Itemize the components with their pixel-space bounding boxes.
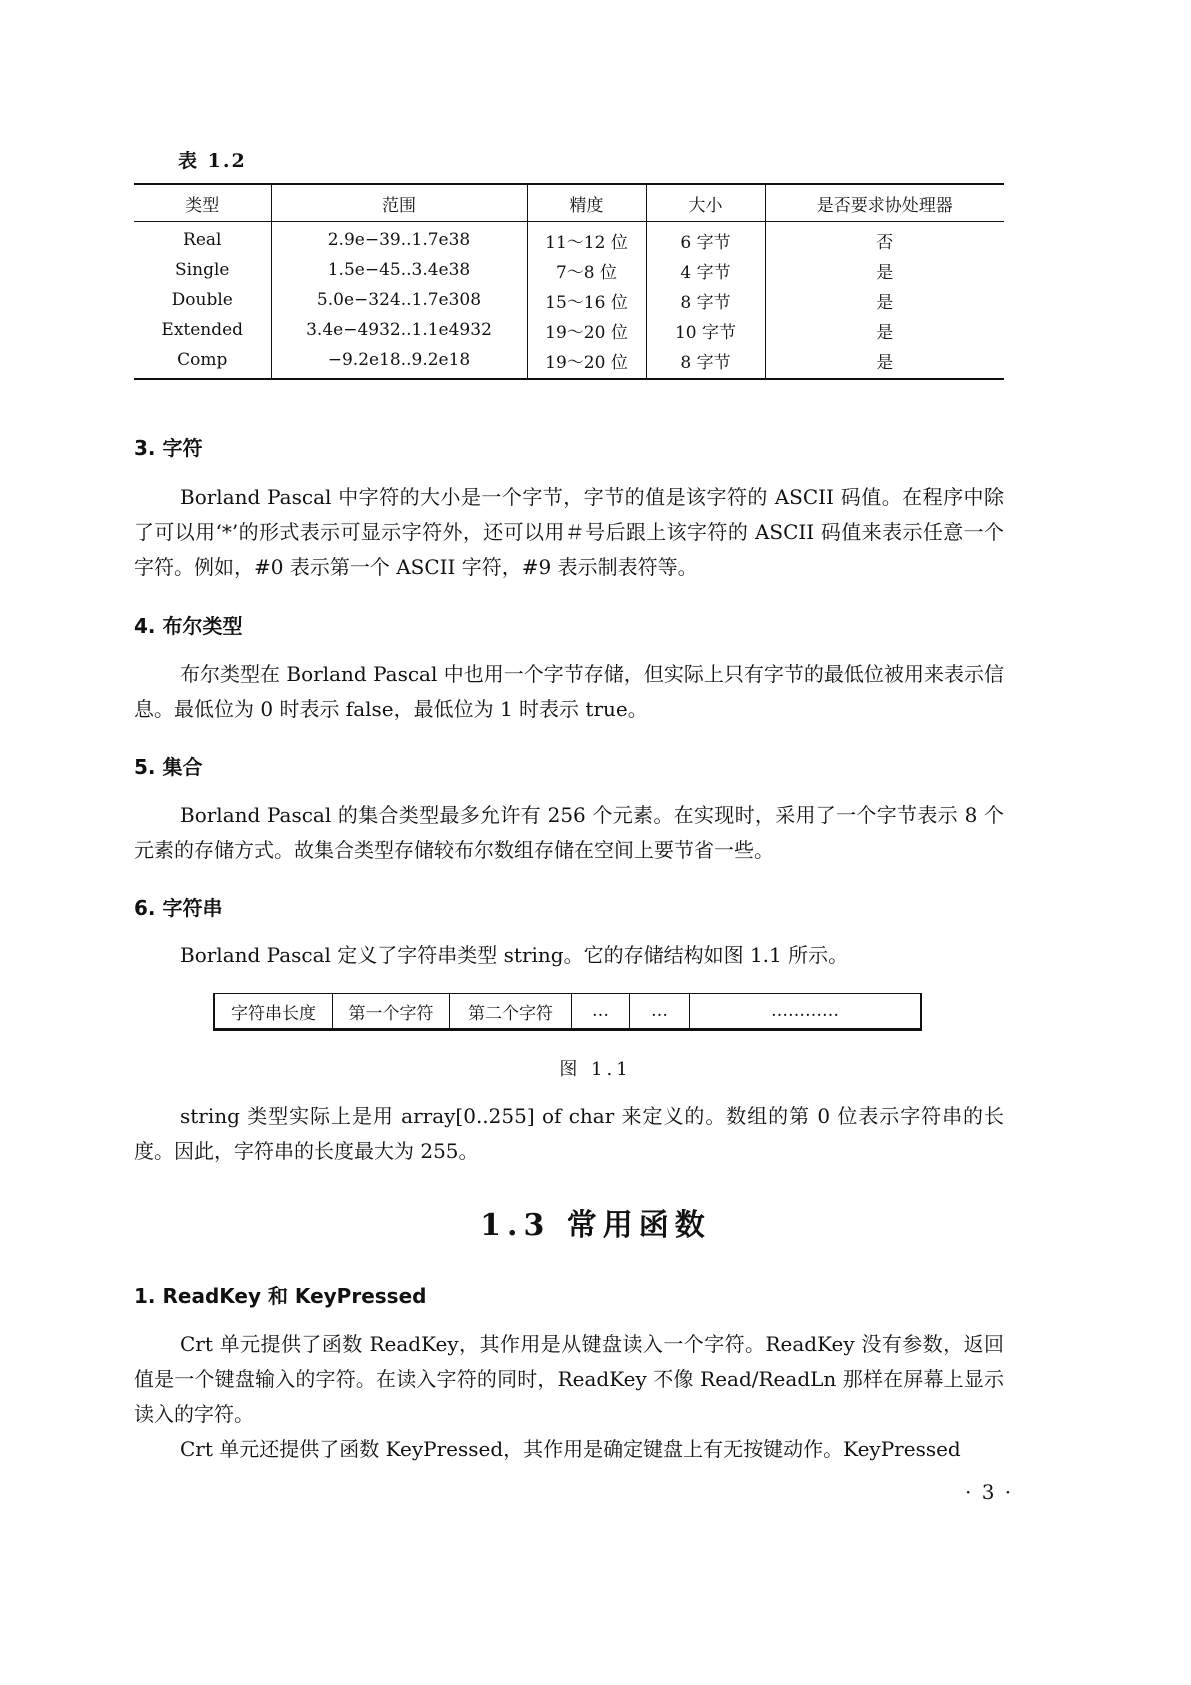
paragraph-string-intro: Borland Pascal 定义了字符串类型 string。它的存储结构如图 1.1 所示。: [180, 943, 849, 967]
table-cell: Real: [183, 230, 222, 250]
table-cell: 15～16 位: [527, 285, 646, 315]
figure-caption: 图 1.1: [559, 1059, 632, 1080]
table-row: [134, 315, 1004, 345]
heading-set: 5. 集合: [134, 755, 203, 779]
paragraph-keypressed: Crt 单元还提供了函数 KeyPressed，其作用是确定键盘上有无按键动作。KeyPressed: [180, 1437, 961, 1461]
table-row: [134, 255, 1004, 285]
table-row: [134, 285, 1004, 315]
table-cell: 是: [765, 345, 1004, 379]
table-row: [134, 345, 1004, 379]
page-number: · 3 ·: [965, 1480, 1014, 1504]
paragraph-bool: 布尔类型在 Borland Pascal 中也用一个字节存储，但实际上只有字节的最低位被用来表示信息。最低位为 0 时表示 false，最低位为 1 时表示 true。: [134, 662, 1004, 721]
table-cell: 8 字节: [646, 345, 765, 379]
table-cell: 8 字节: [646, 285, 765, 315]
table-cell: 6 字节: [646, 222, 765, 256]
data-type-table: [134, 183, 1004, 380]
table-cell: Single: [175, 260, 230, 280]
table-row: [134, 222, 1004, 256]
table-header-cell: 类型: [134, 184, 271, 222]
table-cell: 19～20 位: [527, 315, 646, 345]
table-cell: Extended: [161, 320, 244, 340]
table-header-cell: 大小: [646, 184, 765, 222]
table-cell: 7～8 位: [527, 255, 646, 285]
table-cell: 是: [765, 255, 1004, 285]
table-cell: 5.0e−324..1.7e308: [271, 285, 527, 315]
table-cell: Double: [171, 290, 233, 310]
diagram-cell-ellipsis-long: …………: [771, 1001, 839, 1021]
paragraph-readkey: Crt 单元提供了函数 ReadKey，其作用是从键盘读入一个字符。ReadKey 没有参数，返回值是一个键盘输入的字符。在读入字符的同时，ReadKey 不像 Read/ReadLn 那样在屏幕上显示读入的字符。: [134, 1332, 1004, 1426]
table-cell: 是: [765, 315, 1004, 345]
paragraph-set: Borland Pascal 的集合类型最多允许有 256 个元素。在实现时，采用了一个字节表示 8 个元素的存储方式。故集合类型存储较布尔数组存储在空间上要节省一些。: [134, 803, 1004, 862]
diagram-cell-ellipsis: …: [630, 994, 690, 1028]
table-cell: −9.2e18..9.2e18: [271, 345, 527, 379]
heading-readkey: 1. ReadKey 和 KeyPressed: [134, 1284, 427, 1308]
table-header-cell: 是否要求协处理器: [765, 184, 1004, 222]
table-cell: 否: [765, 222, 1004, 256]
table-header-cell: 精度: [527, 184, 646, 222]
paragraph-char: Borland Pascal 中字符的大小是一个字节，字节的值是该字符的 ASCII 码值。在程序中除了可以用‘*’的形式表示可显示字符外，还可以用＃号后跟上该字符的 ASCII 码值来表示任意一个字符。例如，#0 表示第一个 ASCII 字符，#9 表示制表符等。: [134, 485, 1004, 579]
heading-char: 3. 字符: [134, 436, 203, 460]
table-cell: Comp: [177, 350, 228, 370]
table-cell: 是: [765, 285, 1004, 315]
table-header-row: [134, 184, 1004, 222]
table-cell: 4 字节: [646, 255, 765, 285]
table-cell: 1.5e−45..3.4e38: [271, 255, 527, 285]
table-cell: 11～12 位: [527, 222, 646, 256]
diagram-cell-ellipsis: …: [572, 994, 630, 1028]
string-structure-diagram: [213, 993, 922, 1031]
paragraph-string-detail: string 类型实际上是用 array[0..255] of char 来定义的。数组的第 0 位表示字符串的长度。因此，字符串的长度最大为 255。: [134, 1104, 1004, 1163]
diagram-cell-length: 字符串长度: [215, 994, 333, 1028]
heading-bool: 4. 布尔类型: [134, 614, 243, 638]
table-caption: 表 1.2: [178, 150, 247, 172]
heading-string: 6. 字符串: [134, 896, 223, 920]
diagram-cell-first-char: 第一个字符: [333, 994, 450, 1028]
table-header-cell: 范围: [271, 184, 527, 222]
table-cell: 3.4e−4932..1.1e4932: [271, 315, 527, 345]
section-title: 1.3 常用函数: [480, 1208, 711, 1243]
table-cell: 10 字节: [646, 315, 765, 345]
diagram-cell-second-char: 第二个字符: [450, 994, 572, 1028]
table-cell: 2.9e−39..1.7e38: [271, 222, 527, 256]
table-cell: 19～20 位: [527, 345, 646, 379]
